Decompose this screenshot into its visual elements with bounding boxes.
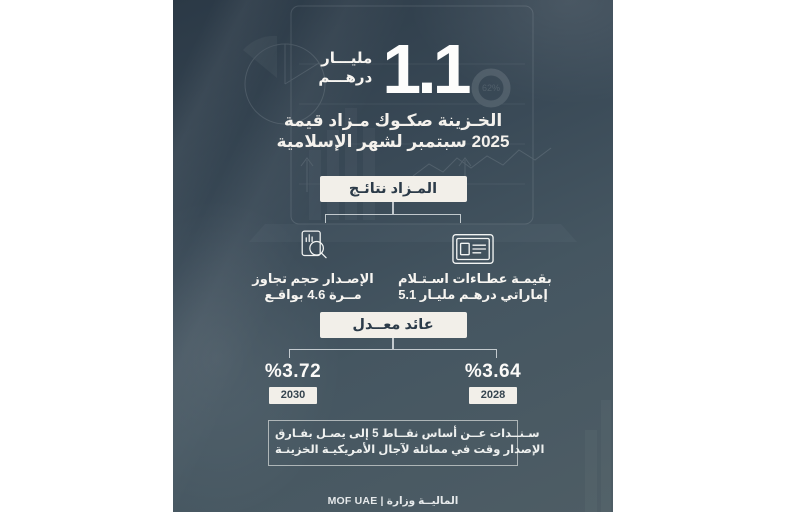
infographic-band	[173, 0, 613, 512]
connector-yield-crossbar	[289, 349, 497, 358]
yield-item-2030	[248, 361, 338, 404]
connector-yield-stem	[392, 338, 394, 349]
hero-unit-dirham: درهـــم	[318, 68, 373, 86]
result-item-oversubscription	[238, 225, 388, 304]
hero-unit-billion: مليـــار	[321, 49, 373, 67]
yield-rate-2028: %3.64	[464, 360, 522, 382]
certificate-icon	[398, 225, 548, 265]
headline	[173, 110, 613, 153]
result-item-bids	[398, 225, 552, 304]
result-bids-line2: 5.1 مليـار‎ درهـم‎ إماراتي	[398, 287, 548, 302]
hero-figure	[173, 30, 613, 108]
headline-line2: الإسلامية‎ لشهر‎ سبتمبر‎ 2025	[276, 132, 510, 151]
year-badge-2028: 2028	[469, 387, 517, 404]
background-donut-label: 62%	[481, 83, 501, 93]
auction-results-title: نتائـج‎ المـزاد	[320, 176, 467, 202]
headline-line1: قيمة‎ مـزاد‎ صكـوك‎ الخـزينة	[283, 110, 503, 130]
spread-note-line1: بفـارق‎ يصـل‎ إلى‎ 5 نقــاط‎ أساس‎ عــن‎ سـنــدات	[275, 427, 540, 440]
hero-number: 1.1	[382, 30, 468, 108]
infographic-content	[173, 0, 613, 507]
result-text-oversubscription	[238, 271, 388, 304]
year-badge-2030: 2030	[269, 387, 317, 404]
result-text-bids	[398, 270, 552, 304]
connector-results-crossbar	[325, 214, 461, 223]
result-oversubscription-line1: تجاوز‎ حجم‎ الإصـدار	[252, 270, 374, 286]
connector-results-stem	[392, 202, 394, 214]
spread-note-line2: الخزينـة‎ الأمريكيـة‎ لآجال‎ مماثلة‎ في‎ وقت‎ الإصدار	[275, 444, 545, 456]
auction-results-row	[238, 225, 552, 304]
yield-rate-2030: %3.72	[264, 360, 322, 382]
yield-item-2028	[448, 361, 538, 404]
hero-unit-words	[318, 49, 372, 91]
result-oversubscription-line2: بواقـع‎ 4.6 مــرة	[264, 287, 362, 302]
spread-note-box	[268, 420, 545, 466]
result-bids-line1: اسـتـلام‎ عطـاءات‎ بقيمـة	[398, 270, 552, 286]
document-search-icon	[238, 225, 388, 265]
mof-uae-brand: MOF UAE | وزارة‎ الماليــة	[327, 494, 459, 507]
yield-rate-title: معــدل‎ عائد	[320, 312, 467, 338]
yield-rates-row	[248, 361, 538, 404]
